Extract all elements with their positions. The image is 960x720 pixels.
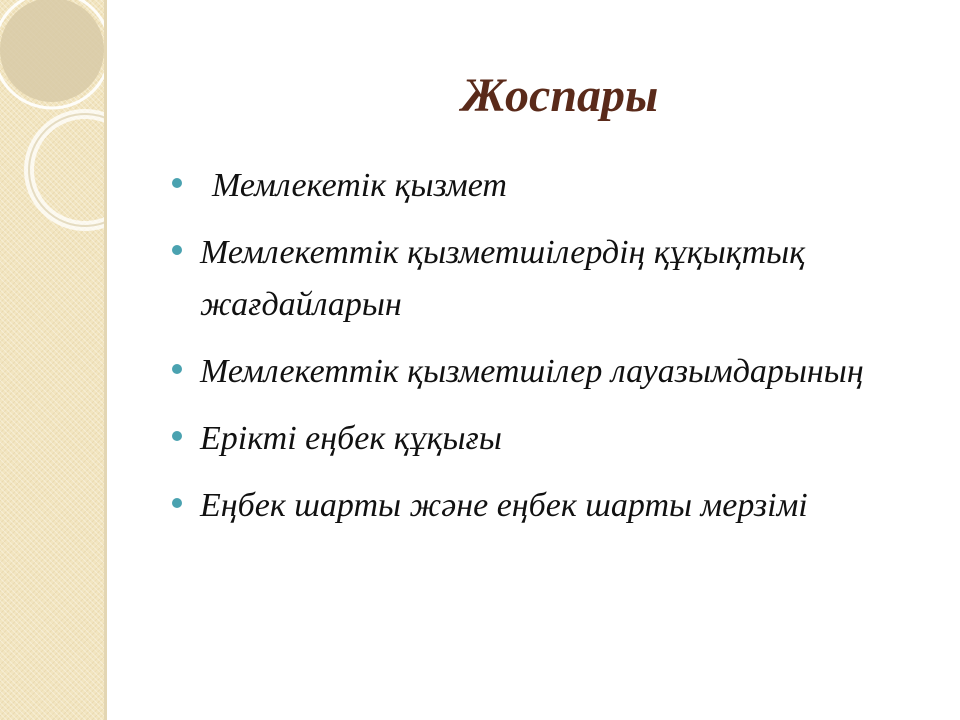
list-item	[170, 160, 870, 212]
list-item-text: Мемлекеттік қызметшілердің құқықтық жағдайларын	[200, 234, 806, 323]
bullet-list	[170, 160, 870, 547]
bullet-dot-icon	[172, 364, 182, 374]
list-item-text: Еңбек шарты және еңбек шарты мерзімі	[200, 487, 808, 524]
decorative-circles-icon	[0, 0, 104, 260]
list-item	[170, 480, 870, 532]
slide-title: Жоспары	[461, 69, 659, 122]
list-item-text: Мемлекеттік қызметшілер лауазымдарының	[200, 353, 864, 390]
bullet-dot-icon	[172, 245, 182, 255]
list-item	[170, 227, 870, 331]
bullet-dot-icon	[172, 431, 182, 441]
bullet-dot-icon	[172, 178, 182, 188]
list-item	[170, 346, 870, 398]
bullet-dot-icon	[172, 498, 182, 508]
list-item-text: Ерікті еңбек құқығы	[200, 420, 502, 457]
list-item-text: Мемлекетік қызмет	[212, 167, 507, 204]
side-band-edge	[104, 0, 107, 720]
list-item	[170, 413, 870, 465]
decorative-side-band	[0, 0, 104, 720]
